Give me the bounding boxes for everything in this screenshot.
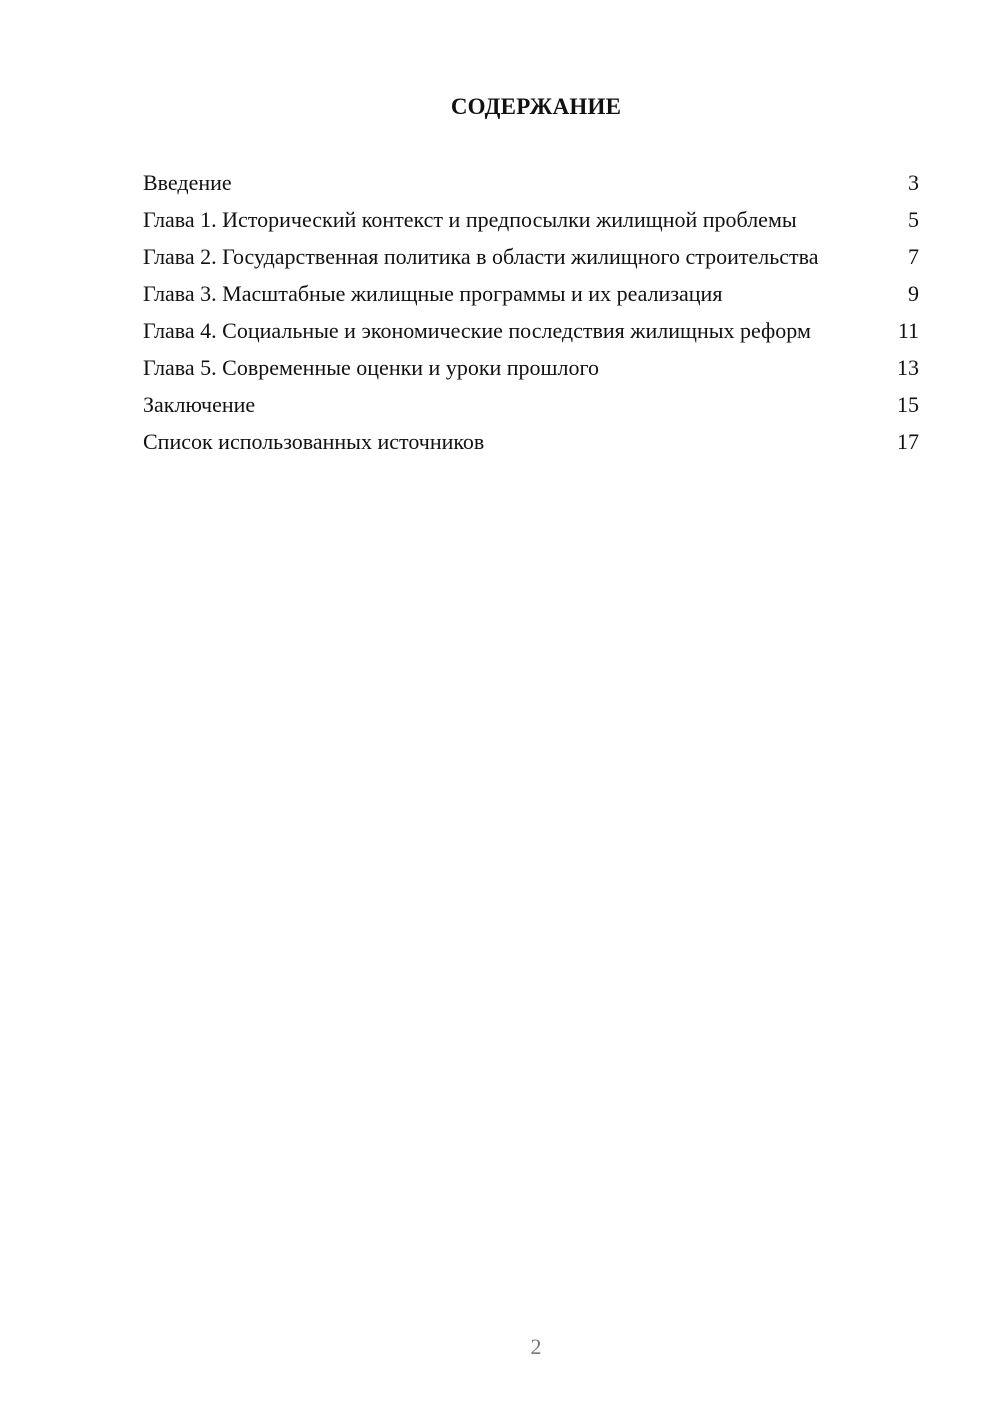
- toc-entry-text: Глава 2. Государственная политика в области жилищного строительства: [143, 244, 819, 269]
- toc-entry-text: Глава 4. Социальные и экономические последствия жилищных реформ: [143, 318, 811, 343]
- toc-entry-page: 13: [897, 355, 919, 380]
- toc-entry-page: 5: [908, 207, 919, 232]
- toc-entry-references: [143, 429, 919, 455]
- toc-entry-page: 3: [908, 170, 919, 195]
- toc-entry-chapter-4: [143, 318, 919, 344]
- toc-entry-chapter-1: [143, 207, 919, 233]
- toc-entry-page: 9: [908, 281, 919, 306]
- toc-title: СОДЕРЖАНИЕ: [450, 94, 622, 119]
- toc-entry-chapter-3: [143, 281, 919, 307]
- toc-entry-page: 11: [897, 318, 919, 343]
- toc-entry-chapter-5: [143, 355, 919, 381]
- toc-entry-page: 15: [897, 392, 919, 417]
- toc-entry-chapter-2: [143, 244, 919, 270]
- page-number: 2: [530, 1334, 542, 1359]
- toc-entry-text: Глава 3. Масштабные жилищные программы и их реализация: [143, 281, 723, 306]
- toc-entry-text: Введение: [143, 170, 232, 195]
- toc-entry-text: Заключение: [143, 392, 256, 417]
- toc-entry-page: 7: [908, 244, 919, 269]
- toc-entry-text: Глава 1. Исторический контекст и предпосылки жилищной проблемы: [143, 207, 797, 232]
- toc-entry-conclusion: [143, 392, 919, 418]
- toc-entry-text: Список использованных источников: [143, 429, 485, 454]
- toc-entry-text: Глава 5. Современные оценки и уроки прошлого: [143, 355, 599, 380]
- table-of-contents: [143, 170, 919, 466]
- toc-entry-introduction: [143, 170, 919, 196]
- toc-entry-page: 17: [897, 429, 919, 454]
